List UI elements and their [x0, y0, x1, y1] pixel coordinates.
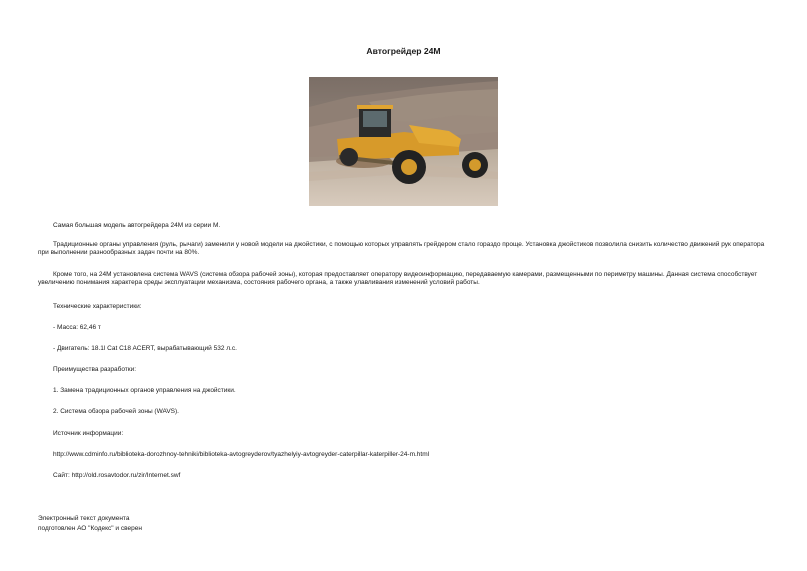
grader-photo [309, 77, 498, 206]
document-title: Автогрейдер 24M [366, 46, 441, 56]
footer-line-1: Электронный текст документа [38, 515, 130, 522]
intro-paragraph: Самая большая модель автогрейдера 24M из серии M. [53, 222, 221, 229]
site-link[interactable]: Сайт: http://old.rosavtodor.ru/zir/Internet.swf [53, 472, 181, 479]
wavs-paragraph: Кроме того, на 24M установлена система WAVS (система обзора рабочей зоны), которая предоставляет оператору видеоинформацию, передаваемую камерами, размещенными по периметру машины. Данная система способствует увеличению понимания характера среды эксплуатации механизма, состояния рабочего органа, а также улавливания изменений условий работы. [38, 271, 758, 287]
footer-line-2: подготовлен АО "Кодекс" и сверен [38, 525, 142, 532]
controls-paragraph: Традиционные органы управления (руль, рычаги) заменили у новой модели на джойстики, с помощью которых управлять грейдером стало гораздо проще. Установка джойстиков позволила снизить количество движений рук оператора при выполнении разнообразных задач почти на 80%. [38, 241, 765, 257]
document-footer [38, 514, 142, 534]
advantage-item-1: 1. Замена традиционных органов управления на джойстики. [53, 387, 236, 394]
advantages-heading: Преимущества разработки: [53, 366, 137, 373]
advantage-item-2: 2. Система обзора рабочей зоны (WAVS). [53, 408, 179, 415]
spec-mass: - Масса: 62,46 т [53, 324, 101, 331]
specs-heading: Технические характеристики: [53, 303, 142, 310]
grader-image [309, 77, 498, 206]
source-url-link[interactable]: http://www.cdminfo.ru/biblioteka-dorozhnoy-tehniki/biblioteka-avtogreyderov/tyazhelyiy-avtogreyder-caterpillar-katerpiller-24-m.html [53, 451, 430, 458]
spec-engine: - Двигатель: 18.1l Cat C18 ACERT, вырабатывающий 532 л.с. [53, 345, 237, 352]
source-heading: Источник информации: [53, 430, 124, 437]
